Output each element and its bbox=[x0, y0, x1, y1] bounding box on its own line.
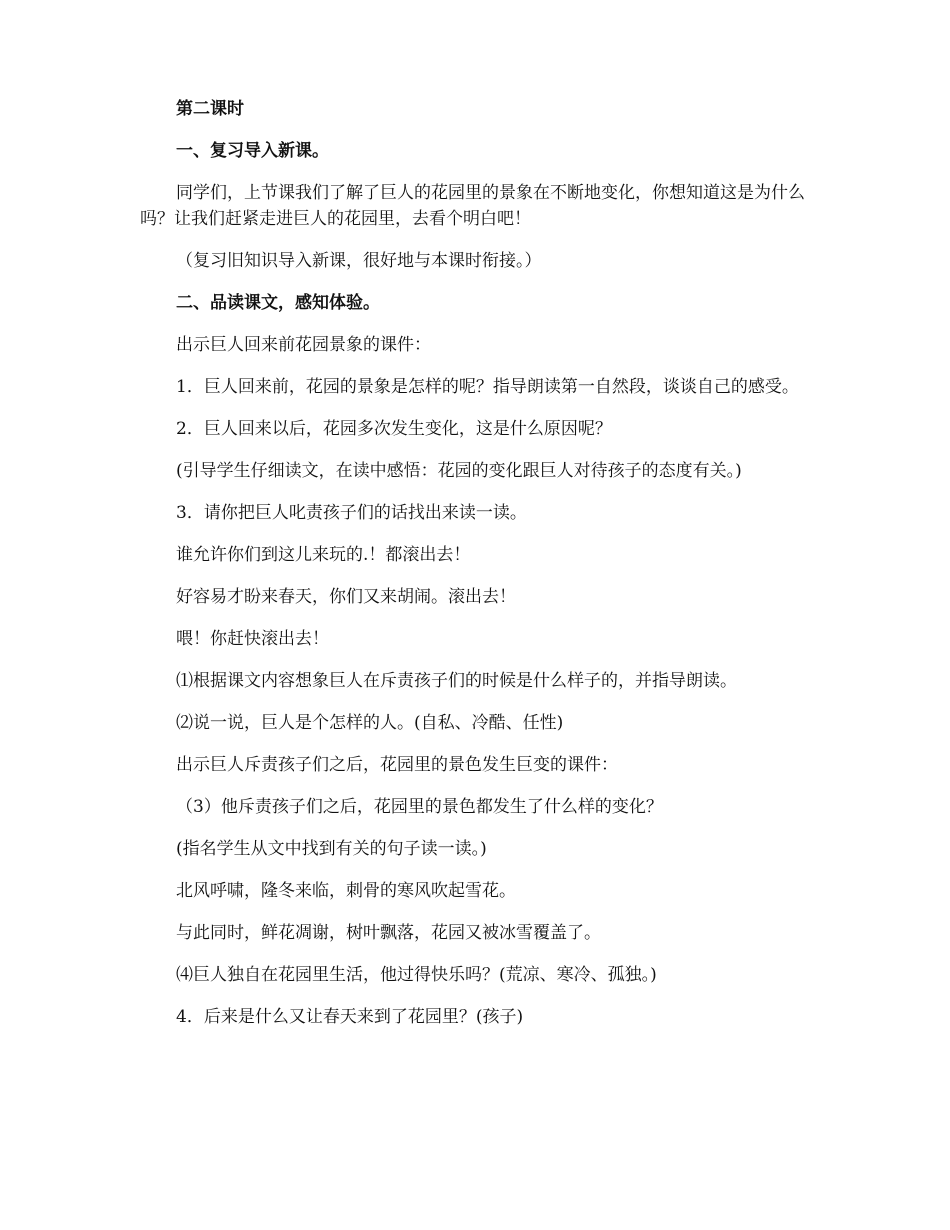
body-paragraph: 出示巨人回来前花园景象的课件： bbox=[176, 335, 431, 355]
body-paragraph: 与此同时，鲜花凋谢，树叶飘落，花园又被冰雪覆盖了。 bbox=[176, 923, 601, 943]
body-paragraph: ⑵说一说，巨人是个怎样的人。(自私、冷酷、任性) bbox=[176, 713, 564, 733]
body-paragraph: 3．请你把巨人叱责孩子们的话找出来读一读。 bbox=[176, 503, 527, 523]
body-paragraph: （3）他斥责孩子们之后，花园里的景色都发生了什么样的变化？ bbox=[176, 797, 663, 817]
body-paragraph: (引导学生仔细读文，在读中感悟：花园的变化跟巨人对待孩子的态度有关。) bbox=[176, 461, 742, 481]
section-title: 第二课时 bbox=[176, 99, 244, 119]
body-paragraph: 1．巨人回来前，花园的景象是怎样的呢？指导朗读第一自然段，谈谈自己的感受。 bbox=[176, 377, 799, 397]
body-paragraph: 4．后来是什么又让春天来到了花园里？(孩子) bbox=[176, 1007, 524, 1027]
body-paragraph: 谁允许你们到这儿来玩的.！都滚出去！ bbox=[176, 545, 471, 565]
body-paragraph: 好容易才盼来春天，你们又来胡闹。滚出去！ bbox=[176, 587, 516, 607]
body-paragraph: 喂！你赶快滚出去！ bbox=[176, 629, 329, 649]
body-paragraph: 同学们，上节课我们了解了巨人的花园里的景象在不断地变化，你想知道这是为什么吗？让我们赶紧走进巨人的花园里，去看个明白吧！ bbox=[140, 183, 805, 229]
body-paragraph: (指名学生从文中找到有关的句子读一读。) bbox=[176, 839, 487, 859]
section-heading: 一、复习导入新课。 bbox=[176, 141, 329, 161]
document-page bbox=[140, 96, 812, 1030]
body-paragraph: 2．巨人回来以后，花园多次发生变化，这是什么原因呢？ bbox=[176, 419, 612, 439]
body-paragraph: 北风呼啸，隆冬来临，刺骨的寒风吹起雪花。 bbox=[176, 881, 516, 901]
section-heading: 二、品读课文，感知体验。 bbox=[176, 293, 380, 313]
body-paragraph: ⑷巨人独自在花园里生活，他过得快乐吗？(荒凉、寒冷、孤独。) bbox=[176, 965, 657, 985]
body-paragraph: （复习旧知识导入新课，很好地与本课时衔接。） bbox=[176, 251, 542, 271]
body-paragraph: ⑴根据课文内容想象巨人在斥责孩子们的时候是什么样子的，并指导朗读。 bbox=[176, 671, 737, 691]
body-paragraph: 出示巨人斥责孩子们之后，花园里的景色发生巨变的课件： bbox=[176, 755, 618, 775]
